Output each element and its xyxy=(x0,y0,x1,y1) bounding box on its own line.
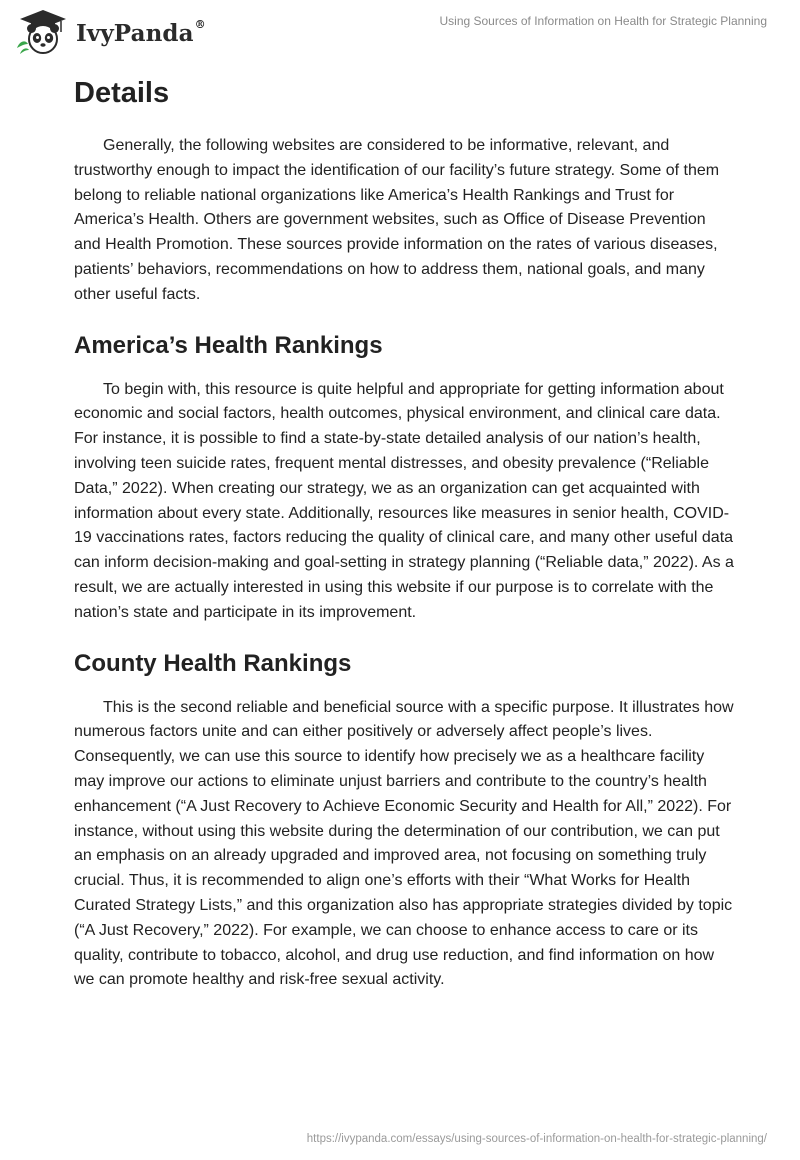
registered-mark: ® xyxy=(194,17,206,31)
panda-graduate-icon xyxy=(14,8,72,56)
section-paragraph-americas-health-rankings: To begin with, this resource is quite helpful and appropriate for getting information about economic and social factors, health outcomes, physical environment, and clinical care data. For instance, it is possible to find a state-by-state detailed analysis of our nation’s health, involving teen suicide rates, frequent mental distresses, and obesity prevalence (“Reliable Data,” 2022). When creating our strategy, we as an organization can get acquainted with information about every state. Additionally, resources like measures in senior health, COVID-19 vaccinations rates, factors reducing the quality of clinical care, and many other useful data can inform decision-making and goal-setting in strategy planning (“Reliable data,” 2022). As a result, we are actually interested in using this website if our purpose is to correlate with the nation’s state and participate in its improvement. xyxy=(74,380,734,621)
section-paragraph-county-health-rankings: This is the second reliable and beneficial source with a specific purpose. It illustrates how numerous factors unite and can either positively or adversely affect people’s lives. Consequently, we can use this source to identify how precisely we as a healthcare facility may improve our actions to eliminate unjust barriers and contribute to the country’s health enhancement (“A Just Recovery to Achieve Economic Security and Health for All,” 2022). For instance, without using this website during the determination of our contribution, we can put an emphasis on an already upgraded and improved area, not focusing on something truly crucial. Thus, it is recommended to align one’s efforts with their “What Works for Health Curated Strategy Lists,” and this organization also has appropriate strategies divided by topic (“A Just Recovery,” 2022). For example, we can choose to enhance access to care or its quality, contribute to tobacco, alcohol, and drug use reduction, and find information on how we can promote healthy and risk-free sexual activity. xyxy=(74,698,734,989)
brand-name: IvyPanda® xyxy=(76,17,206,47)
document-title: Using Sources of Information on Health for Strategic Planning xyxy=(439,14,767,28)
section-heading-americas-health-rankings: America’s Health Rankings xyxy=(74,331,383,359)
section-heading-county-health-rankings: County Health Rankings xyxy=(74,649,352,677)
article-body xyxy=(74,70,734,993)
page-header xyxy=(0,0,800,60)
page-url[interactable]: https://ivypanda.com/essays/using-sources-of-information-on-health-for-strategic-planning/ xyxy=(306,1133,767,1145)
intro-paragraph: Generally, the following websites are considered to be informative, relevant, and trustworthy enough to impact the identification of our facility’s future strategy. Some of them belong to reliable national organizations like America’s Health Rankings and Trust for America’s Health. Others are government websites, such as Office of Disease Prevention and Health Promotion. These sources provide information on the rates of various diseases, patients’ behaviors, recommendations on how to address them, national goals, and many other useful facts. xyxy=(74,137,720,303)
page-title: Details xyxy=(74,77,170,109)
site-logo[interactable] xyxy=(14,8,206,56)
